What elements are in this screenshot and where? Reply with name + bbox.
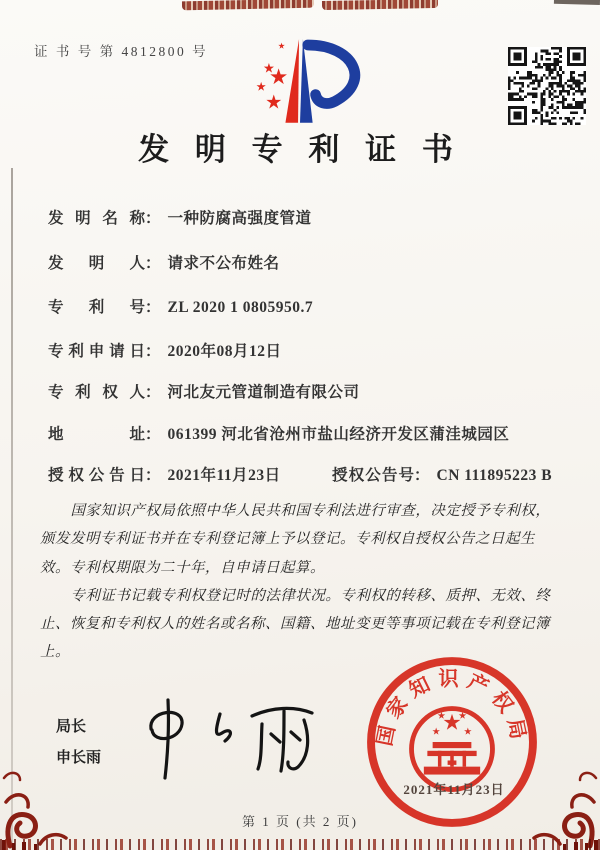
- seal-agency-text: 国家知识产权局: [373, 668, 531, 748]
- field-invention-name: [48, 206, 312, 228]
- field-colon: ：: [145, 210, 161, 227]
- field-patentee: [48, 380, 360, 402]
- field-colon: ：: [145, 343, 161, 360]
- field-grant-date: [48, 463, 281, 485]
- field-inventor: [48, 251, 280, 273]
- logo-red-wedge: [285, 39, 299, 123]
- field-colon: ：: [145, 299, 161, 316]
- bottom-left-corner-ornament-icon: [0, 758, 72, 850]
- top-right-edge-shadow: [554, 0, 600, 5]
- field-grant-number: [332, 463, 552, 485]
- seal-date: 2021年11月23日: [403, 782, 505, 797]
- field-label: 授权公告日: [48, 467, 145, 484]
- page-indicator: 第 1 页 (共 2 页): [242, 814, 358, 829]
- certificate-number: 证 书 号 第 4812800 号: [34, 44, 209, 59]
- field-label: 专利申请日: [48, 343, 145, 360]
- logo-blue-stem: [300, 39, 313, 123]
- handwritten-signature-icon: [128, 694, 340, 782]
- field-value: 2020年08月12日: [167, 343, 282, 360]
- field-colon: ：: [145, 426, 161, 443]
- field-label: 授权公告号: [332, 467, 414, 484]
- commissioner-name: 申长雨: [56, 749, 102, 766]
- field-colon: ：: [145, 467, 161, 484]
- field-address: [48, 422, 509, 444]
- field-value: 请求不公布姓名: [167, 255, 280, 272]
- national-emblem: [412, 709, 493, 790]
- field-colon: ：: [145, 255, 161, 272]
- field-label: 专利权人: [48, 384, 145, 401]
- field-colon: ：: [414, 467, 430, 484]
- legal-body-text: [40, 497, 564, 667]
- field-value: 061399 河北省沧州市盐山经济开发区蒲洼城园区: [167, 426, 510, 443]
- top-border-ornament-right: [322, 0, 438, 10]
- left-crease-line: [11, 168, 13, 850]
- field-value: 一种防腐高强度管道: [167, 210, 312, 227]
- field-label: 发明人: [48, 255, 145, 272]
- field-filing-date: [48, 339, 282, 361]
- top-border-ornament-left: [182, 0, 314, 10]
- legal-paragraph: 国家知识产权局依照中华人民共和国专利法进行审查，决定授予专利权，颁发发明专利证书并在专利登记簿上予以登记。专利权自授权公告之日起生效。专利权期限为二十年，自申请日起算。: [40, 503, 551, 576]
- commissioner-title: 局长: [56, 719, 87, 735]
- field-value: 河北友元管道制造有限公司: [167, 384, 360, 401]
- field-patent-number: [48, 295, 313, 317]
- cnipa-logo-icon: [232, 32, 368, 126]
- field-value: ZL 2020 1 0805950.7: [167, 299, 314, 316]
- field-label: 地址: [48, 426, 145, 443]
- field-colon: ：: [145, 384, 161, 401]
- field-value: 2021年11月23日: [167, 467, 281, 484]
- qr-code-icon: [508, 47, 586, 125]
- field-label: 发明名称: [48, 210, 145, 227]
- national-emblem-seal-icon: [364, 654, 540, 830]
- legal-paragraph: 专利证书记载专利权登记时的法律状况。专利权的转移、质押、无效、终止、恢复和专利权人的姓名或名称、国籍、地址变更等事项记载在专利登记簿上。: [40, 587, 551, 661]
- bottom-border-fringe: [0, 839, 600, 850]
- certificate-title: 发 明 专 利 证 书: [138, 132, 462, 167]
- bottom-right-corner-ornament-icon: [528, 758, 600, 850]
- field-label: 专利号: [48, 299, 145, 316]
- logo-blue-bowl: [308, 45, 355, 103]
- field-value: CN 111895223 B: [436, 467, 553, 484]
